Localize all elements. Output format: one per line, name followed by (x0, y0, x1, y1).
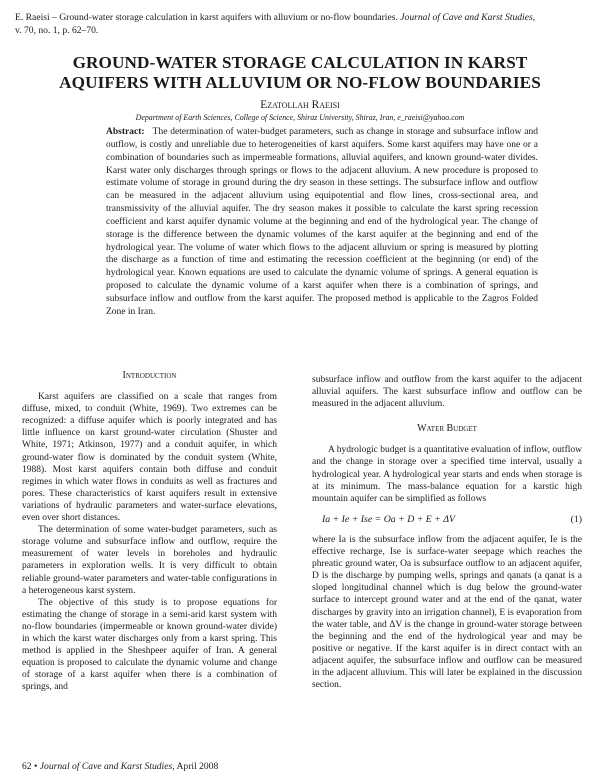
equation-text: Ia + Ie + Ise = Oa + D + E + ΔV (322, 513, 456, 525)
abstract-text: The determination of water-budget parameters, such as change in storage and subsurface inflow and outflow, is costly and unreliable due to heterogeneities of karst aquifers. Some karst aquifers may have one or a combination of boundaries such as impermeable formations, alluvial aquifers, and known ground-water divides. Karst water only discharges through springs or flows to the adjacent alluvium. A new procedure is proposed to estimate volume of storage in ground during the dry season in these settings. The subsurface inflow and outflow can be measured in the adjacent alluvium using equipotential and flow lines, cross-sectional area, and transmissivity of the alluvial aquifer. The dry season makes it possible to calculate the karst spring recession coefficient and karst aquifer dynamic volume at the beginning and end of the hydrological year. The change of storage is the difference between the dynamic volumes of the karst aquifer at the beginning and end of the hydrological year. The volume of water which flows to the adjacent alluvium or spring is measured by plotting the discharge as a function of time and estimating the recession coefficient at the beginning (or end) of the hydrological year. Known equations are used to calculate the dynamic volume of springs. A general equation is proposed to calculate the dynamic volume of a karst aquifer when there is a combination of springs, and subsurface inflow and outflow from the karst aquifer. The proposed method is applicable to the Zagros Folded Zone in Iran. (106, 127, 538, 317)
page-footer (22, 761, 218, 772)
left-column (22, 370, 277, 693)
citation-volume: v. 70, no. 1, p. 62–70. (15, 25, 99, 36)
title-line-2: AQUIFERS WITH ALLUVIUM OR NO-FLOW BOUNDARIES (59, 73, 541, 92)
water-budget-paragraph-2: where Ia is the subsurface inflow from the adjacent aquifer, Ie is the effective recharge, Ise is surface-water seepage which reaches the phreatic ground water, Oa is subsurface outflow to an adjacent aquifer, D is the discharge by pumping wells, springs and qanats (a qanat is a sloped longitudinal channel which is dug below the ground-water surface to intercept ground water and at the end of the qanat, water discharges by gravity into an irrigation channel), E is evaporation from the water table, and ΔV is the change in ground-water storage between the beginning and the end of the hydrological year and may be positive or negative. If the karst aquifer is in direct contact with an adjacent aquifer, the subsurface inflow and outflow can be measured in the adjacent alluvium. This will later be explained in the discussion section. (312, 534, 582, 691)
title-line-1: GROUND-WATER STORAGE CALCULATION IN KARST (72, 53, 528, 72)
abstract-label: Abstract: (106, 127, 145, 137)
page-number: 62 • (22, 761, 38, 772)
introduction-heading: Introduction (122, 370, 177, 381)
citation-header (15, 11, 583, 37)
footer-date: April 2008 (176, 761, 219, 772)
intro-paragraph-2: The determination of some water-budget parameters, such as storage volume and subsurface inflow and outflow, require the measurement of water levels in boreholes and hydraulic parameters in exploration wells. It is very difficult to obtain reliable ground-water parameters and water-table configurations in a heterogeneous karst system. (22, 525, 277, 596)
intro-paragraph-4: subsurface inflow and outflow from the karst aquifer to the adjacent alluvial aquifers. The karst subsurface inflow and outflow can be measured in the adjacent alluvium. (312, 375, 582, 410)
water-budget-paragraph-1: A hydrologic budget is a quantitative evaluation of inflow, outflow and the change in storage over a specified time interval, usually a hydrological year. A hydrological year starts and ends when storage is at its minimum. The mass-balance equation for a karstic high mountain aquifer can be simplified as follows (312, 445, 582, 504)
abstract (106, 126, 538, 319)
right-column (312, 374, 582, 691)
author-name: Ezatollah Raeisi (260, 99, 340, 111)
author-affiliation: Department of Earth Sciences, College of Science, Shiraz University, Shiraz, Iran, e_raeisi@yahoo.com (135, 113, 465, 122)
water-budget-heading: Water Budget (417, 423, 477, 435)
footer-journal: Journal of Cave and Karst Studies, (39, 761, 175, 772)
citation-text: E. Raeisi – Ground-water storage calculation in karst aquifers with alluvium or no-flow boundaries. (15, 12, 398, 23)
intro-paragraph-1: Karst aquifers are classified on a scale that ranges from diffuse, mixed, to conduit (White, 1969). Two extremes can be recognized: a diffuse aquifer which is poorly integrated and has little influence on karst ground-water circulation (Shuster and White, 1971; Atkinson, 1977) and a conduit aquifer, in which ground-water flow is dominated by the conduit system (White, 1988). Most karst aquifers contain both diffuse and conduit regimes in which water flows in conduits as well as fractures and pores. These characteristics of karst aquifers result in extensive variations of hydraulic parameters and water-surface elevations, even over short distances. (22, 392, 277, 524)
paper-title (10, 53, 590, 93)
citation-journal: Journal of Cave and Karst Studies, (400, 12, 536, 23)
equation-1 (312, 514, 582, 526)
equation-number: (1) (570, 513, 582, 525)
intro-paragraph-3: The objective of this study is to propose equations for estimating the change of storage in a semi-arid karst system with no-flow boundaries (impermeable or known ground-water divide) in which the karst water discharges only from a karst spring. This method is applied in the Sheshpeer aquifer of Iran. A general equation is proposed to calculate the dynamic volume and change of storage of a karst aquifer when there is a combination of springs, and (22, 597, 277, 693)
